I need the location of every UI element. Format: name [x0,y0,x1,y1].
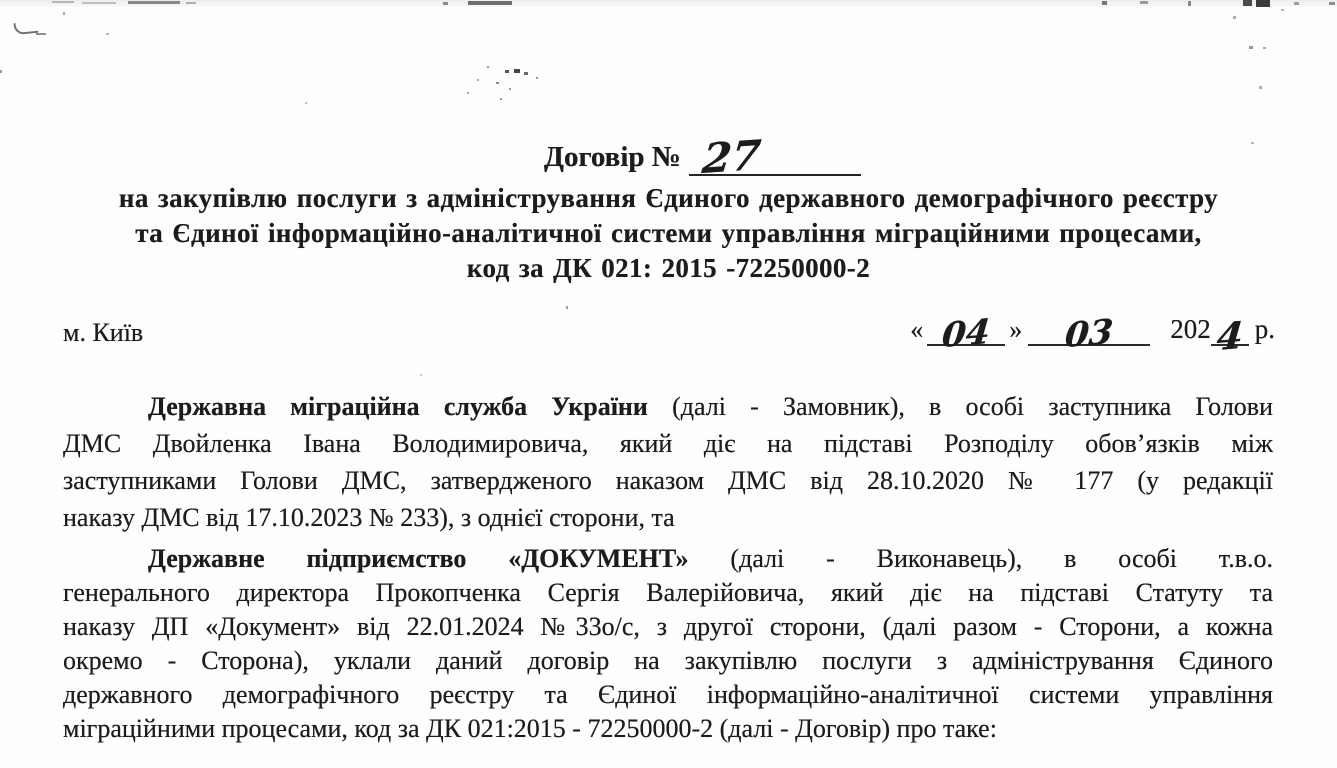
party-name-customer: Державна міграційна служба України [148,392,648,421]
date-day-handwritten: 04 [940,312,992,356]
scan-artifact [186,2,196,4]
heading-line-2: та Єдиної інформаційно-аналітичної системи управління міграційними процесами, [135,218,1202,248]
scan-artifact [487,66,489,68]
scan-artifact [1259,86,1262,89]
paragraph-customer [63,388,1273,536]
scan-artifact [467,92,469,94]
title-label: Договір № [544,141,681,173]
paragraph-line: наказу ДМС від 17.10.2023 № 233), з однієї сторони, та [63,503,675,532]
scan-artifact [524,72,528,75]
scan-artifact [500,98,502,100]
scan-artifact [566,306,568,309]
scan-artifact [1243,0,1252,6]
paragraph-contractor [63,542,1273,746]
scan-artifact [1329,2,1335,5]
scan-artifact [1256,0,1270,7]
heading-line-1: на закупівлю послуги з адміністрування Єдиного державного демографічного реєстру [118,183,1219,213]
scan-artifact [63,12,65,15]
scan-artifact [0,70,2,73]
scan-artifact [420,374,422,376]
paragraph-line: міграційними процесами, код за ДК 021:2015 - 72250000-2 (далі - Договір) про таке: [63,714,997,743]
scan-artifact [1249,46,1253,49]
scan-artifact [514,69,520,73]
paragraph-line: державного демографічного реєстру та Єдиної інформаційно-аналітичної системи управління [63,680,1273,709]
city-label: м. Київ [63,318,144,347]
date-year-printed: 202 [1170,314,1211,344]
scan-artifact [496,82,499,84]
scan-artifact [1251,142,1254,144]
scan-artifact [1188,1,1191,6]
paragraph-line [63,388,1273,425]
date-year-blank [1211,312,1249,360]
scan-edge-strip [0,0,1337,7]
scan-artifact [468,1,512,5]
open-quote: « [910,315,924,344]
scan-artifact [1140,1,1148,4]
party-name-contractor: Державне підприємство «ДОКУМЕНТ» [148,544,689,573]
heading-line-3: код за ДК 021: 2015 -72250000-2 [466,253,871,283]
scan-artifact [443,2,448,5]
scan-artifact [82,2,116,4]
paragraph-line: наказу ДП «Документ» від 22.01.2024 №33о/с, з другої сторони, (далі разом - Сторони, а кожна [63,612,1273,641]
scan-artifact [477,79,479,81]
scan-artifact [1294,2,1299,5]
paragraph-line [63,542,1273,576]
paragraph-line: заступниками Голови ДМС, затвердженого наказом ДМС від 28.10.2020 № 177 (у редакції [63,466,1273,495]
date-field [910,312,1275,360]
scan-artifact [13,21,38,35]
date-month-blank [1028,312,1150,356]
scan-artifact [509,88,511,90]
contract-number-handwritten: 27 [700,131,763,183]
close-quote: » [1009,315,1023,344]
scan-artifact [1281,9,1284,11]
paragraph-line: генерального директора Прокопченка Сергія Валерійовича, який діє на підставі Статуту та [63,578,1273,607]
contract-number-blank [689,131,861,183]
scan-artifact [1102,1,1107,5]
paragraph-text: (далі - Замовник), в особі заступника Голови [647,392,1273,421]
document-title [544,131,861,183]
scan-artifact [1233,16,1236,19]
date-era-suffix: р. [1254,314,1275,344]
date-day-blank [927,312,1005,356]
scan-artifact [52,1,74,3]
scan-artifact [1263,47,1266,49]
subject-heading [0,181,1337,286]
scan-artifact [36,33,46,35]
date-year-handwritten: 4 [1214,312,1245,360]
date-month-handwritten: 03 [1063,312,1115,356]
paragraph-line: ДМС Двойленка Івана Володимировича, який діє на підставі Розподілу обов’язків між [63,429,1273,458]
paragraph-line: окремо - Сторона), уклали даний договір на закупівлю послуги з адміністрування Єдиного [63,646,1273,675]
scan-artifact [106,33,109,35]
scan-artifact [305,102,307,104]
paragraph-text: (далі - Виконавець), в особі т.в.о. [688,544,1273,573]
scan-artifact [128,1,180,4]
scan-artifact [505,70,509,73]
scan-artifact [536,77,538,79]
